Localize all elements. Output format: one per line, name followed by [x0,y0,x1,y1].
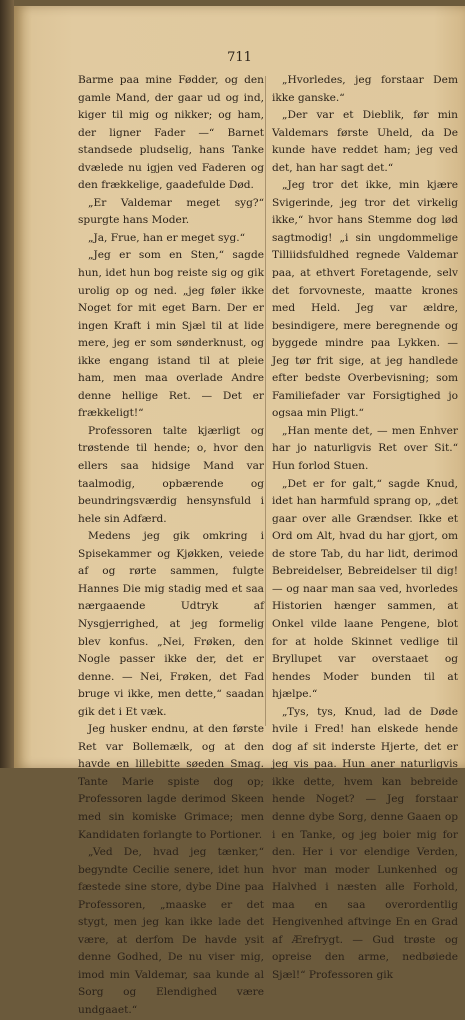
paragraph: „Jeg tror det ikke, min kjære Svigerinde, jeg tror det virkelig ikke,“ hvor hans Stemme dog lød sagtmodig! „i sin ungdommelige Tilliidsfuldhed regnede Valdemar paa, at ethvert Foretagende, selv det forvovneste, maatte krones med Held. Jeg var ældre, besindigere, mere beregnende og byggede mindre paa Lykken. — Jeg tør frit sige, at jeg handlede efter bedste Overbevisning; som Familiefader var Forsigtighed jo ogsaa min Pligt.“ [272,179,458,420]
book-spine-shadow [0,0,14,768]
left-text-column [78,72,264,1020]
paragraph: „Jeg er som en Sten,“ sagde hun, idet hun bog reiste sig og gik urolig op og ned. „jeg føler ikke Noget for mit eget Barn. Der er ingen Kraft i min Sjæl til at lide mere, jeg er som sønderknust, og ikke engang istand til at pleie ham, men maa overlade Andre denne hellige Ret. — Det er frækkeligt!“ [78,249,264,420]
book-page [14,6,465,1016]
paragraph: Medens jeg gik omkring i Spisekammer og Kjøkken, veiede af og rørte sammen, fulgte Hannes Die mig stadig med et saa nærgaaende Udtryk af Nysgjerrighed, at jeg formelig blev konfus. „Nei, Frøken, den Nogle passer ikke der, det er denne. — Nei, Frøken, det Fad bruge vi ikke, men dette,“ saadan gik det i Et væk. [78,530,264,718]
paragraph: „Tys, tys, Knud, lad de Døde hvile i Fred! han elskede hende dog af sit inderste Hjerte, det er jeg vis paa. Hun aner naturligvis ikke dette, hvem kan bebreide hende Noget? — Jeg forstaar denne dybe Sorg, denne Gaaen op i en Tanke, og jeg boier mig for den. Her i vor elendige Verden, hvor man moder Lunkenhed og Halvhed i næsten alle Forhold, maa en saa overordentlig Hengivenhed aftvinge En en Grad af Ærefrygt. — Gud trøste og opreise den arme, nedbøiede Sjæl!“ Professoren gik [272,705,458,981]
paragraph: Barme paa mine Fødder, og den gamle Mand, der gaar ud og ind, kiger til mig og nikker; og ham, der ligner Fader —“ Barnet standsede pludselig, hans Tanke dvælede nu igjen ved Faderen og den frækkelige, gaadefulde Død. [78,74,264,192]
paragraph: Jeg husker endnu, at den første Ret var Bollemælk, og at den havde en lillebitte søeden Smag. Tante Marie spiste dog op; Professoren lagde derimod Skeen med sin komiske Grimace; men Kandidaten forlangte to Portioner. [78,723,264,841]
paragraph: „Er Valdemar meget syg?“ spurgte hans Moder. [78,196,264,227]
paragraph: „Han mente det, — men Enhver har jo naturligvis Ret over Sit.“ Hun forlod Stuen. [272,424,458,473]
page-number: 711 [227,50,252,65]
right-text-column [272,72,458,984]
paragraph: „Det er for galt,“ sagde Knud, idet han harmfuld sprang op, „det gaar over alle Grændser. Ikke et Ord om Alt, hvad du har gjort, om de store Tab, du har lidt, derimod Bebreidelser, Bebreidelser til dig! — og naar man saa ved, hvorledes Historien hænger sammen, at Onkel vilde laane Pengene, blot for at holde Skinnet vedlige til Bryllupet var overstaaet og hendes Moder bunden til at hjælpe.“ [272,477,458,701]
column-divider-rule [265,76,266,726]
paragraph: Professoren talte kjærligt og trøstende til hende; o, hvor den ellers saa hidsige Mand var taalmodig, opbærende og beundringsværdig hensynsfuld i hele sin Adfærd. [78,424,264,525]
paragraph: „Ja, Frue, han er meget syg.“ [88,231,246,244]
paragraph: „Hvorledes, jeg forstaar Dem ikke ganske.“ [272,74,458,104]
paragraph: „Ved De, hvad jeg tænker,“ begyndte Cecilie senere, idet hun fæstede sine store, dybe Dine paa Professoren, „maaske er det stygt, men jeg kan ikke lade det være, at derfom De havde ysit denne Godhed, De nu viser mig, imod min Valdemar, saa kunde al Sorg og Elendighed være undgaaet.“ [78,846,264,1016]
paragraph: „Der var et Dieblik, før min Valdemars første Uheld, da De kunde have reddet ham; jeg ved det, han har sagt det.“ [272,109,458,174]
